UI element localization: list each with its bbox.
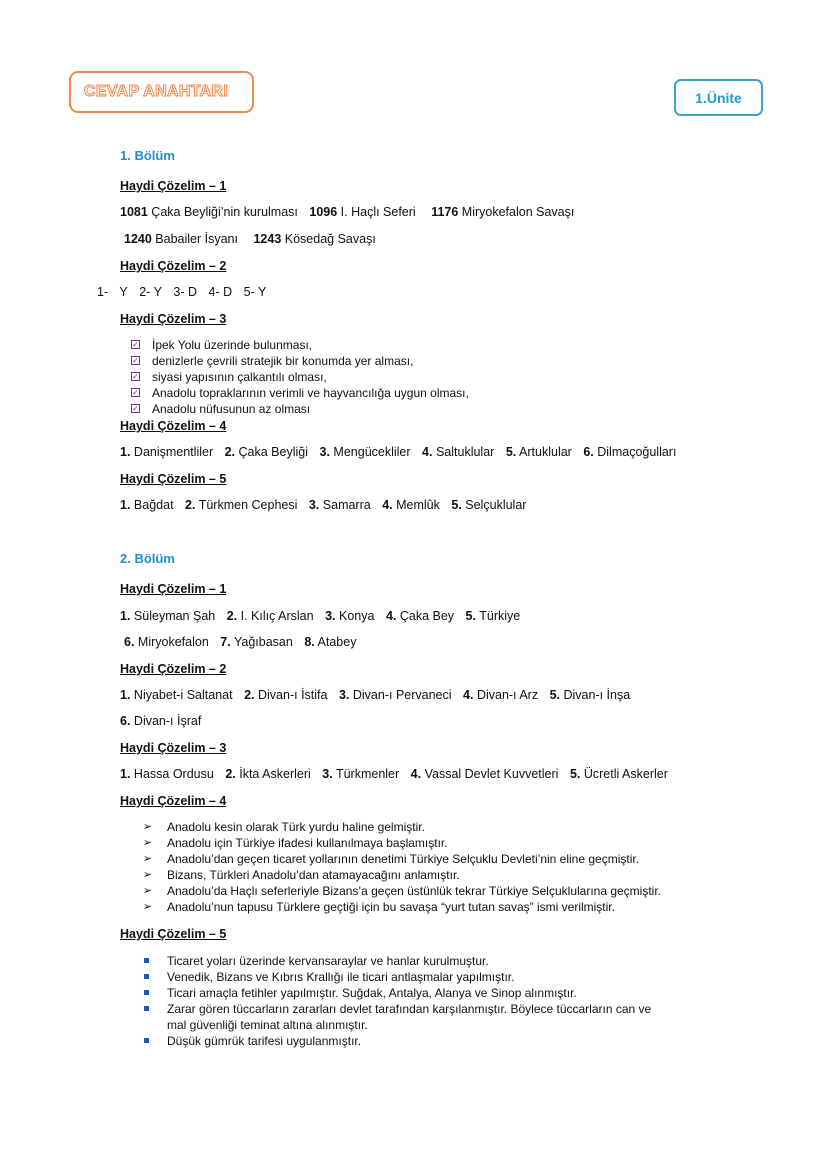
- section-2-title: 2. Bölüm: [120, 551, 175, 566]
- event: Miryokefalon Savaşı: [461, 205, 575, 219]
- square-bullet-icon: [144, 974, 149, 979]
- list-item: Düşük gümrük tarifesi uygulanmıştır.: [167, 1033, 651, 1049]
- s2-h2-line-1: 1. Niyabet-i Saltanat 2. Divan-ı İstifa 3. Divan-ı Pervaneci 4. Divan-ı Arz 5. Divan-ı İnşa: [120, 688, 631, 702]
- answer-prefix: 1-: [97, 285, 109, 299]
- checkbox-icon: ✓: [132, 404, 139, 413]
- s2-h1-line-1: 1. Süleyman Şah 2. I. Kılıç Arslan 3. Konya 4. Çaka Bey 5. Türkiye: [120, 609, 521, 623]
- checkbox-icon: ✓: [132, 340, 139, 349]
- square-bullet-icon: [144, 1038, 149, 1043]
- s1-heading-5: Haydi Çözelim – 5: [120, 472, 227, 486]
- square-bullet-icon: [144, 958, 149, 963]
- arrow-bullet-icon: ➢: [143, 837, 153, 849]
- year: 1240: [124, 232, 152, 246]
- checkbox-icon: ✓: [132, 356, 139, 365]
- answer: 4- D: [208, 285, 233, 299]
- square-bullet-icon: [144, 1006, 149, 1011]
- list-item: ➢ Anadolu kesin olarak Türk yurdu haline gelmiştir.: [143, 820, 425, 834]
- s1-heading-4: Haydi Çözelim – 4: [120, 419, 227, 433]
- list-item: ✓ Anadolu topraklarının verimli ve hayvancılığa uygun olması,: [132, 386, 469, 400]
- arrow-bullet-icon: ➢: [143, 853, 153, 865]
- list-item: ➢ Anadolu’nun tapusu Türklere geçtiği için bu savaşa “yurt tutan savaş” ismi verilmiştir.: [143, 900, 615, 914]
- s2-h4-arrow-list: [143, 819, 662, 915]
- s2-heading-4: Haydi Çözelim – 4: [120, 794, 227, 808]
- s2-h5-square-list: [167, 953, 651, 1049]
- list-item: Ticaret yoları üzerinde kervansaraylar ve hanlar kurulmuştur.: [167, 953, 651, 969]
- event: Kösedağ Savaşı: [284, 232, 376, 246]
- unit-badge: 1.Ünite: [674, 79, 763, 116]
- list-item: ✓ siyasi yapısının çalkantılı olması,: [132, 370, 327, 384]
- list-item: ➢ Anadolu’da Haçlı seferleriyle Bizans’a geçen üstünlük tekrar Türkiye Selçuklularına geçmiştir.: [143, 884, 662, 898]
- s2-h3-answers: 1. Hassa Ordusu 2. İkta Askerleri 3. Türkmenler 4. Vassal Devlet Kuvvetleri 5. Ücretli Askerler: [120, 767, 668, 781]
- answer-key-title: CEVAP ANAHTARI: [84, 83, 229, 100]
- list-item: Ticari amaçla fetihler yapılmıştır. Suğdak, Antalya, Alanya ve Sinop alınmıştır.: [167, 985, 651, 1001]
- year: 1176: [431, 205, 459, 219]
- s2-heading-3: Haydi Çözelim – 3: [120, 741, 227, 755]
- s1-h1-line-2: [124, 232, 376, 246]
- list-item-continuation: mal güvenliği teminat altına alınmıştır.: [167, 1018, 368, 1032]
- list-item: ➢ Bizans, Türkleri Anadolu’dan atamayacağını anlamıştır.: [143, 868, 460, 882]
- s1-h1-line-1: [120, 205, 574, 219]
- answer-key-title-box: [69, 71, 254, 113]
- event: I. Haçlı Seferi: [340, 205, 416, 219]
- list-item: ✓ denizlerle çevrili stratejik bir konumda yer alması,: [132, 354, 414, 368]
- s1-heading-3: Haydi Çözelim – 3: [120, 312, 227, 326]
- arrow-bullet-icon: ➢: [143, 901, 153, 913]
- list-item: Venedik, Bizans ve Kıbrıs Krallığı ile ticari antlaşmalar yapılmıştır.: [167, 969, 651, 985]
- list-item: ➢ Anadolu için Türkiye ifadesi kullanılmaya başlamıştır.: [143, 836, 448, 850]
- arrow-bullet-icon: ➢: [143, 869, 153, 881]
- s2-heading-1: Haydi Çözelim – 1: [120, 582, 227, 596]
- event: Babailer İsyanı: [155, 232, 238, 246]
- answer: Y: [119, 285, 128, 299]
- s2-h2-line-2: 6. Divan-ı İşraf: [120, 714, 202, 728]
- s1-h3-checklist: [132, 337, 469, 417]
- list-item: ✓ Anadolu nüfusunun az olması: [132, 402, 311, 416]
- s1-h2-answers: [97, 285, 266, 299]
- square-bullet-icon: [144, 990, 149, 995]
- arrow-bullet-icon: ➢: [143, 821, 153, 833]
- checkbox-icon: ✓: [132, 388, 139, 397]
- answer: 2- Y: [139, 285, 162, 299]
- checkbox-icon: ✓: [132, 372, 139, 381]
- section-1-title: 1. Bölüm: [120, 148, 175, 163]
- year: 1081: [120, 205, 148, 219]
- s2-h1-line-2: 6. Miryokefalon 7. Yağıbasan 8. Atabey: [124, 635, 357, 649]
- event: Çaka Beyliği’nin kurulması: [151, 205, 298, 219]
- s1-h4-answers: 1. Danişmentliler 2. Çaka Beyliği 3. Mengücekliler 4. Saltuklular 5. Artuklular 6. Dilmaçoğulları: [120, 445, 677, 459]
- arrow-bullet-icon: ➢: [143, 885, 153, 897]
- s1-heading-2: Haydi Çözelim – 2: [120, 259, 227, 273]
- s2-heading-5: Haydi Çözelim – 5: [120, 927, 227, 941]
- list-item: ✓ İpek Yolu üzerinde bulunması,: [132, 338, 313, 352]
- list-item: ➢ Anadolu’dan geçen ticaret yollarının denetimi Türkiye Selçuklu Devleti’nin eline geçmiştir.: [143, 852, 640, 866]
- s2-heading-2: Haydi Çözelim – 2: [120, 662, 227, 676]
- s1-heading-1: Haydi Çözelim – 1: [120, 179, 227, 193]
- list-item: Zarar gören tüccarların zararları devlet tarafından karşılanmıştır. Böylece tüccarların can ve: [167, 1001, 651, 1017]
- year: 1096: [309, 205, 338, 219]
- answer: 3- D: [173, 285, 198, 299]
- s1-h5-answers: 1. Bağdat 2. Türkmen Cephesi 3. Samarra 4. Memlûk 5. Selçuklular: [120, 498, 527, 512]
- year: 1243: [253, 232, 282, 246]
- answer: 5- Y: [243, 285, 267, 299]
